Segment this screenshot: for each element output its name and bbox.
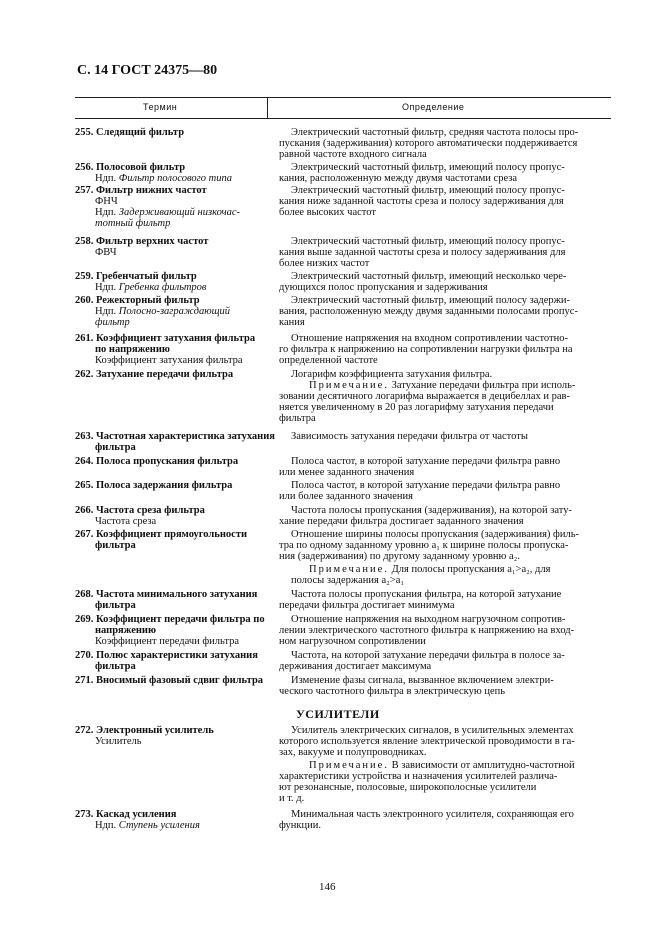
definition-cell [279, 480, 609, 502]
term-cell [75, 675, 267, 686]
term-title: 271. Вносимый фазовый сдвиг фильтра [75, 675, 264, 686]
definition-line: Электрический частотный фильтр, имеющий полосу пропус- [291, 236, 565, 247]
term-title: 261. Коэффициент затухания фильтра [75, 333, 256, 344]
term-cell [75, 650, 267, 672]
term-title: 273. Каскад усиления [75, 809, 177, 820]
definition-line: Электрический частотный фильтр, имеющий несколько чере- [291, 271, 567, 282]
term-cell [75, 185, 267, 229]
term-title-cont: фильтра [95, 540, 136, 551]
definition-line: го фильтра к напряжению на сопротивлении нагрузки фильтра на [279, 344, 573, 355]
term-cell [75, 589, 267, 611]
note-line: характеристики устройства и назначения усилителей различа- [279, 771, 558, 782]
term-cell [75, 236, 267, 258]
definition-line: передачи фильтра достигает минимума [279, 600, 455, 611]
term-title-cont: фильтра [95, 600, 136, 611]
definition-cell [279, 295, 609, 328]
definition-line: более высоких частот [279, 207, 376, 218]
term-title-cont: напряжению [95, 625, 156, 636]
term-title: 267. Коэффициент прямоугольности [75, 529, 248, 540]
definition-line: пускания (задерживания) которого автоматически поддерживается [279, 138, 578, 149]
term-deprecated: Ндп. Задерживающий низкочас- [95, 207, 241, 218]
column-header-definition: Определение [402, 102, 465, 112]
term-cell [75, 369, 267, 380]
term-abbreviation: ФВЧ [95, 247, 117, 258]
term-title: 266. Частота среза фильтра [75, 505, 205, 516]
term-cell [75, 725, 267, 747]
term-deprecated-cont: тотный фильтр [95, 218, 171, 229]
definition-cell [279, 809, 609, 831]
definition-cell [279, 614, 609, 647]
table-header-rule [75, 118, 611, 119]
definition-line: Полоса частот, в которой затухание передачи фильтра равно [291, 456, 561, 467]
note-line: фильтра [279, 413, 316, 424]
note-line: няется увеличенному в 20 раз логарифму затухания передачи [279, 402, 554, 413]
page-number: 146 [319, 881, 336, 893]
definition-cell [279, 650, 609, 672]
term-title: 272. Электронный усилитель [75, 725, 214, 736]
definition-line: Отношение напряжения на входном сопротивлении частотно- [291, 333, 568, 344]
term-synonym: Частота среза [95, 516, 157, 527]
definition-line: Полоса частот, в которой затухание передачи фильтра равно [291, 480, 561, 491]
definition-line: Электрический частотный фильтр, имеющий полосу пропус- [291, 162, 565, 173]
definition-line: определенной частоте [279, 355, 378, 366]
definition-line: зах, вакууме и полупроводниках. [279, 747, 427, 758]
definition-cell [279, 333, 609, 366]
term-title-cont: по напряжению [95, 344, 170, 355]
definition-line: Электрический частотный фильтр, имеющий полосу задержи- [291, 295, 571, 306]
definition-line: Отношение напряжения на выходном нагрузочном сопротив- [291, 614, 566, 625]
term-title: 256. Полосовой фильтр [75, 162, 186, 173]
term-deprecated: Ндп. Гребенка фильтров [95, 282, 207, 293]
term-title: 270. Полюс характеристики затухания [75, 650, 258, 661]
definition-cell [279, 185, 609, 218]
definition-line: кания ниже заданной частоты среза и полосу задерживания для [279, 196, 564, 207]
definition-line: Электрический частотный фильтр, имеющий полосу пропус- [291, 185, 565, 196]
definition-cell [279, 431, 609, 442]
definition-line: ном нагрузочном сопротивлении [279, 636, 426, 647]
definition-line: лении электрического частотного фильтра к напряжению на вход- [279, 625, 575, 636]
page-header: С. 14 ГОСТ 24375—80 [77, 63, 218, 78]
definition-line: которого используется явление электрической проводимости в га- [279, 736, 575, 747]
note-line: полосы задержания a₂>a₁ [291, 575, 405, 586]
section-title: УСИЛИТЕЛИ [296, 707, 380, 721]
term-title: 269. Коэффициент передачи фильтра по [75, 614, 265, 625]
definition-cell [279, 127, 609, 160]
definition-line: кания [279, 317, 305, 328]
term-title: 263. Частотная характеристика затухания [75, 431, 275, 442]
definition-line: ния (задерживания) по другому заданному уровню a₂. [279, 551, 520, 562]
definition-line: Изменение фазы сигнала, вызванное включением электри- [291, 675, 554, 686]
term-cell [75, 480, 267, 491]
definition-line: Частота полосы пропускания (задерживания), на которой зату- [291, 505, 572, 516]
term-cell [75, 431, 275, 453]
note-line: ют резонансные, полосовые, широкополосные усилители [279, 782, 537, 793]
table-top-rule [75, 97, 611, 98]
term-title: 262. Затухание передачи фильтра [75, 369, 234, 380]
definition-line: Логарифм коэффициента затухания фильтра. [291, 369, 493, 380]
definition-line: или менее заданного значения [279, 467, 415, 478]
term-synonym: Коэффициент передачи фильтра [95, 636, 240, 647]
definition-line: кания, расположенную между двумя частотами среза [279, 173, 518, 184]
term-cell [75, 529, 267, 551]
definition-line: Частота, на которой затухание передачи фильтра в полосе за- [291, 650, 565, 661]
definition-line: более низких частот [279, 258, 370, 269]
term-cell [75, 333, 267, 366]
term-synonym: Коэффициент затухания фильтра [95, 355, 243, 366]
term-title: 260. Режекторный фильтр [75, 295, 200, 306]
term-cell [75, 271, 267, 293]
definition-cell [279, 456, 609, 478]
definition-cell [279, 236, 609, 269]
definition-line: Усилитель электрических сигналов, в усилительных элементах [291, 725, 574, 736]
note-label: Примечание. [309, 564, 389, 575]
definition-line: дующихся полос пропускания и задерживания [279, 282, 488, 293]
term-title: 257. Фильтр нижних частот [75, 185, 207, 196]
definition-line: держивания достигает максимума [279, 661, 432, 672]
column-header-term: Термин [143, 102, 178, 112]
term-cell [75, 809, 267, 831]
term-deprecated: Ндп. Фильтр полосового типа [95, 173, 232, 184]
term-title: 259. Гребенчатый фильтр [75, 271, 197, 282]
definition-line: тра по одному заданному уровню a₁ к ширине полосы пропуска- [279, 540, 569, 551]
definition-line: хание передачи фильтра достигает заданного значения [279, 516, 524, 527]
note-label: Примечание. [309, 760, 389, 771]
term-title: 265. Полоса задержания фильтра [75, 480, 233, 491]
definition-line: функции. [279, 820, 321, 831]
term-deprecated-cont: фильтр [95, 317, 130, 328]
term-title-cont: фильтра [95, 442, 136, 453]
term-title: 258. Фильтр верхних частот [75, 236, 209, 247]
note-line: Примечание. Затухание передачи фильтра при исполь- [309, 380, 576, 391]
definition-cell [279, 589, 609, 611]
definition-cell [279, 725, 609, 804]
definition-cell [279, 529, 609, 586]
term-cell [75, 614, 267, 647]
term-cell [75, 127, 267, 138]
definition-cell [279, 675, 609, 697]
term-cell [75, 456, 267, 467]
definition-line: вания, расположенную между двумя заданными полосами пропус- [279, 306, 578, 317]
note-line: и т. д. [279, 793, 305, 804]
definition-cell [279, 162, 609, 184]
term-cell [75, 295, 267, 328]
definition-line: Зависимость затухания передачи фильтра от частоты [291, 431, 528, 442]
term-title-cont: фильтра [95, 661, 136, 672]
note-label: Примечание. [309, 380, 389, 391]
definition-line: Электрический частотный фильтр, средняя частота полосы про- [291, 127, 579, 138]
term-cell [75, 162, 267, 184]
definition-line: ческого частотного фильтра в электрическую цепь [279, 686, 506, 697]
term-cell [75, 505, 267, 527]
definition-line: Отношение ширины полосы пропускания (задерживания) филь- [291, 529, 579, 540]
definition-line: равной частоте входного сигнала [279, 149, 427, 160]
note-line: Примечание. В зависимости от амплитудно-частотной [309, 760, 575, 771]
note-line: зовании десятичного логарифма выражается в децибеллах и рав- [279, 391, 570, 402]
term-abbreviation: ФНЧ [95, 196, 118, 207]
term-title: 268. Частота минимального затухания [75, 589, 258, 600]
term-synonym: Усилитель [95, 736, 142, 747]
definition-line: или более заданного значения [279, 491, 413, 502]
term-title: 264. Полоса пропускания фильтра [75, 456, 239, 467]
term-deprecated: Ндп. Полосно-заграждающий [95, 306, 231, 317]
note-line: Примечание. Для полосы пропускания a₁>a₂, для [309, 564, 551, 575]
definition-cell [279, 505, 609, 527]
definition-line: Минимальная часть электронного усилителя, сохраняющая его [291, 809, 574, 820]
term-deprecated: Ндп. Ступень усиления [95, 820, 200, 831]
definition-cell [279, 271, 609, 293]
definition-line: кания выше заданной частоты среза и полосу задерживания для [279, 247, 566, 258]
definition-line: Частота полосы пропускания фильтра, на которой затухание [291, 589, 562, 600]
definition-cell [279, 369, 609, 424]
term-title: 255. Следящий фильтр [75, 127, 185, 138]
column-divider [267, 98, 268, 118]
